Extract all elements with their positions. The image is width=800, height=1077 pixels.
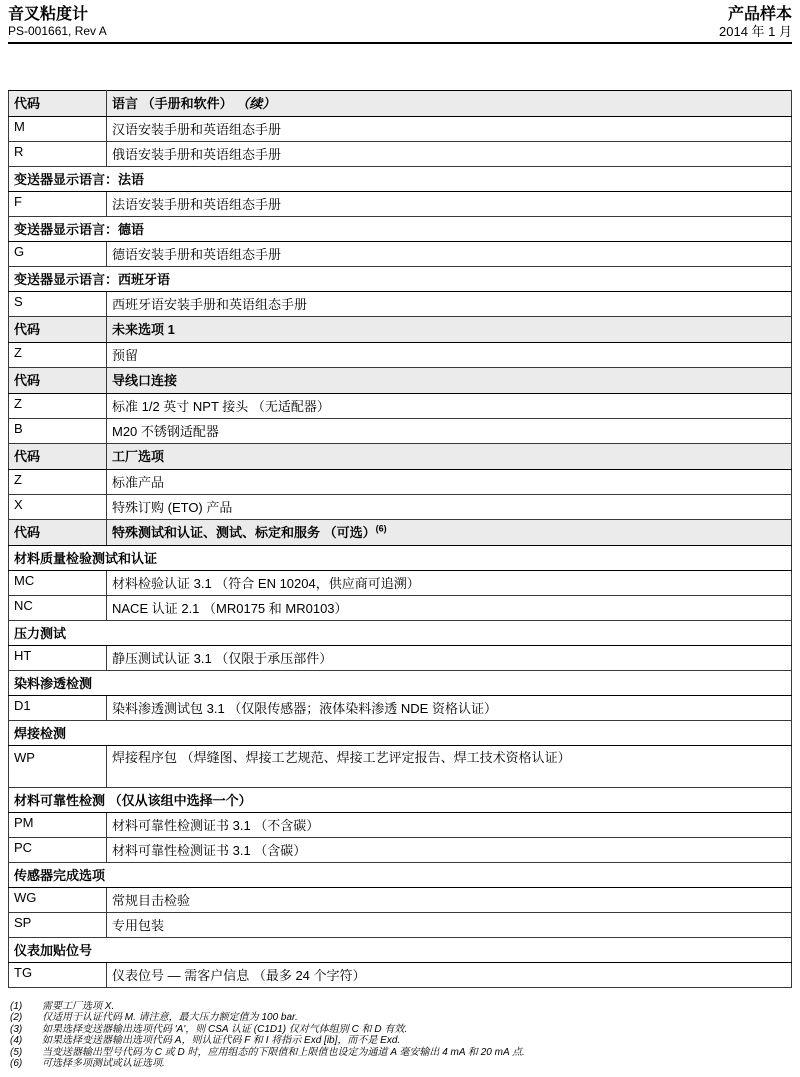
column-header-row (9, 368, 792, 394)
description-cell: 标准 1/2 英寸 NPT 接头 （无适配器） (107, 394, 792, 419)
option-row (9, 142, 792, 167)
footnote-reference: (6) (375, 523, 387, 534)
description-cell: 静压测试认证 3.1 （仅限于承压部件） (107, 646, 792, 671)
option-row (9, 343, 792, 368)
header-left (8, 6, 107, 39)
footnote-text: 当变送器输出型号代码为 C 或 D 时，应用组态的下限值和上限值也设定为通道 A 毫安输出 4 mA 和 20 mA 点. (42, 1046, 525, 1058)
code-cell: 代码 (9, 444, 107, 470)
code-cell: D1 (9, 696, 107, 721)
description-cell: 标准产品 (107, 470, 792, 495)
option-row (9, 913, 792, 938)
option-row (9, 192, 792, 217)
footnote (10, 1001, 792, 1012)
description-cell: 特殊订购 (ETO) 产品 (107, 495, 792, 520)
footnote-text: 仅适用于认证代码 M. 请注意，最大压力额定值为 100 bar. (42, 1012, 298, 1024)
option-row (9, 394, 792, 419)
footnote-number: (3) (10, 1023, 23, 1035)
description-cell: 材料可靠性检测证书 3.1 （不含碳） (107, 813, 792, 838)
option-row (9, 117, 792, 142)
option-row (9, 495, 792, 520)
page-header (8, 6, 792, 40)
ordering-code-table (8, 90, 792, 988)
code-cell: WG (9, 888, 107, 913)
code-cell: F (9, 192, 107, 217)
section-title: 传感器完成选项 (9, 863, 792, 888)
footnote-number: (6) (10, 1058, 23, 1070)
description-cell: 仪表位号 — 需客户信息 （最多 24 个字符） (107, 963, 792, 988)
section-title-row (9, 721, 792, 746)
code-cell: TG (9, 963, 107, 988)
footnote-number: (2) (10, 1012, 23, 1024)
option-row (9, 696, 792, 721)
description-cell: 焊接程序包 （焊缝图、焊接工艺规范、焊接工艺评定报告、焊工技术资格认证） (107, 746, 792, 788)
code-cell: R (9, 142, 107, 167)
code-cell: SP (9, 913, 107, 938)
description-cell: 特殊测试和认证、测试、标定和服务 （可选）$^{(6)}$ (107, 520, 792, 546)
footnote (10, 1058, 792, 1069)
description-cell: NACE 认证 2.1 （MR0175 和 MR0103） (107, 596, 792, 621)
document-number: PS-001661, Rev A (8, 24, 107, 38)
footnote (10, 1035, 792, 1046)
header-divider (8, 42, 792, 44)
code-cell: Z (9, 343, 107, 368)
continued-label: （续） (236, 96, 276, 111)
section-title-row (9, 167, 792, 192)
code-cell: PM (9, 813, 107, 838)
code-cell: 代码 (9, 317, 107, 343)
code-cell: HT (9, 646, 107, 671)
footnote-text: 需要工厂选项 X. (42, 1001, 115, 1012)
footnotes-list (8, 1001, 792, 1069)
section-title: 变送器显示语言：西班牙语 (9, 267, 792, 292)
code-cell: MC (9, 571, 107, 596)
section-title-row (9, 863, 792, 888)
code-cell: WP (9, 746, 107, 788)
footnote-number: (5) (10, 1046, 23, 1058)
option-row (9, 419, 792, 444)
footnote-text: 如果选择变送器输出选项代码 'A'，则 CSA 认证 (C1D1) 仅对气体组别 C 和 D 有效. (42, 1023, 408, 1035)
description-cell: 德语安装手册和英语组态手册 (107, 242, 792, 267)
footnote (10, 1012, 792, 1023)
column-header-row (9, 91, 792, 117)
code-cell: Z (9, 394, 107, 419)
section-title: 焊接检测 (9, 721, 792, 746)
description-cell: 西班牙语安装手册和英语组态手册 (107, 292, 792, 317)
section-title-row (9, 788, 792, 813)
code-cell: Z (9, 470, 107, 495)
option-row (9, 813, 792, 838)
header-right (719, 6, 792, 40)
option-row (9, 746, 792, 788)
footnote-text: 如果选择变送器输出选项代码 A，则认证代码 F 和 I 将指示 Exd [ib]，而不是 Exd. (42, 1035, 401, 1047)
description-cell: 未来选项 1 (107, 317, 792, 343)
footnote-text: 可选择多项测试或认证选项. (42, 1058, 165, 1070)
section-title-row (9, 267, 792, 292)
description-cell: M20 不锈钢适配器 (107, 419, 792, 444)
section-title-row (9, 621, 792, 646)
code-cell: G (9, 242, 107, 267)
code-cell: X (9, 495, 107, 520)
code-cell: 代码 (9, 368, 107, 394)
option-row (9, 963, 792, 988)
section-title-row (9, 671, 792, 696)
product-title: 音叉粘度计 (8, 6, 89, 23)
description-cell: 语言 （手册和软件） （续） (107, 91, 792, 117)
footnote (10, 1024, 792, 1035)
footnote (10, 1047, 792, 1058)
code-cell: B (9, 419, 107, 444)
option-row (9, 646, 792, 671)
description-cell: 预留 (107, 343, 792, 368)
description-cell: 导线口连接 (107, 368, 792, 394)
description-cell: 法语安装手册和英语组态手册 (107, 192, 792, 217)
code-cell: S (9, 292, 107, 317)
description-cell: 专用包装 (107, 913, 792, 938)
option-row (9, 571, 792, 596)
code-cell: 代码 (9, 520, 107, 546)
section-title: 仪表加贴位号 (9, 938, 792, 963)
section-title: 变送器显示语言：德语 (9, 217, 792, 242)
option-row (9, 470, 792, 495)
code-cell: NC (9, 596, 107, 621)
description-cell: 汉语安装手册和英语组态手册 (107, 117, 792, 142)
document-date: 2014 年 1 月 (719, 24, 792, 39)
description-cell: 常规目击检验 (107, 888, 792, 913)
document-type: 产品样本 (727, 6, 792, 23)
code-cell: 代码 (9, 91, 107, 117)
code-cell: M (9, 117, 107, 142)
description-cell: 材料可靠性检测证书 3.1 （含碳） (107, 838, 792, 863)
description-cell: 工厂选项 (107, 444, 792, 470)
footnote-number: (1) (10, 1001, 23, 1012)
section-title-row (9, 546, 792, 571)
code-cell: PC (9, 838, 107, 863)
column-header-row (9, 317, 792, 343)
section-title-row (9, 938, 792, 963)
option-row (9, 888, 792, 913)
column-header-row (9, 444, 792, 470)
option-row (9, 242, 792, 267)
description-cell: 染料渗透测试包 3.1 （仅限传感器；液体染料渗透 NDE 资格认证） (107, 696, 792, 721)
footnote-number: (4) (10, 1035, 23, 1047)
option-row (9, 596, 792, 621)
section-title: 染料渗透检测 (9, 671, 792, 696)
section-title: 材料质量检验测试和认证 (9, 546, 792, 571)
option-row (9, 838, 792, 863)
section-title: 变送器显示语言：法语 (9, 167, 792, 192)
description-cell: 材料检验认证 3.1 （符合 EN 10204，供应商可追溯） (107, 571, 792, 596)
description-cell: 俄语安装手册和英语组态手册 (107, 142, 792, 167)
section-title: 材料可靠性检测 （仅从该组中选择一个） (9, 788, 792, 813)
section-title-row (9, 217, 792, 242)
column-header-row (9, 520, 792, 546)
option-row (9, 292, 792, 317)
section-title: 压力测试 (9, 621, 792, 646)
